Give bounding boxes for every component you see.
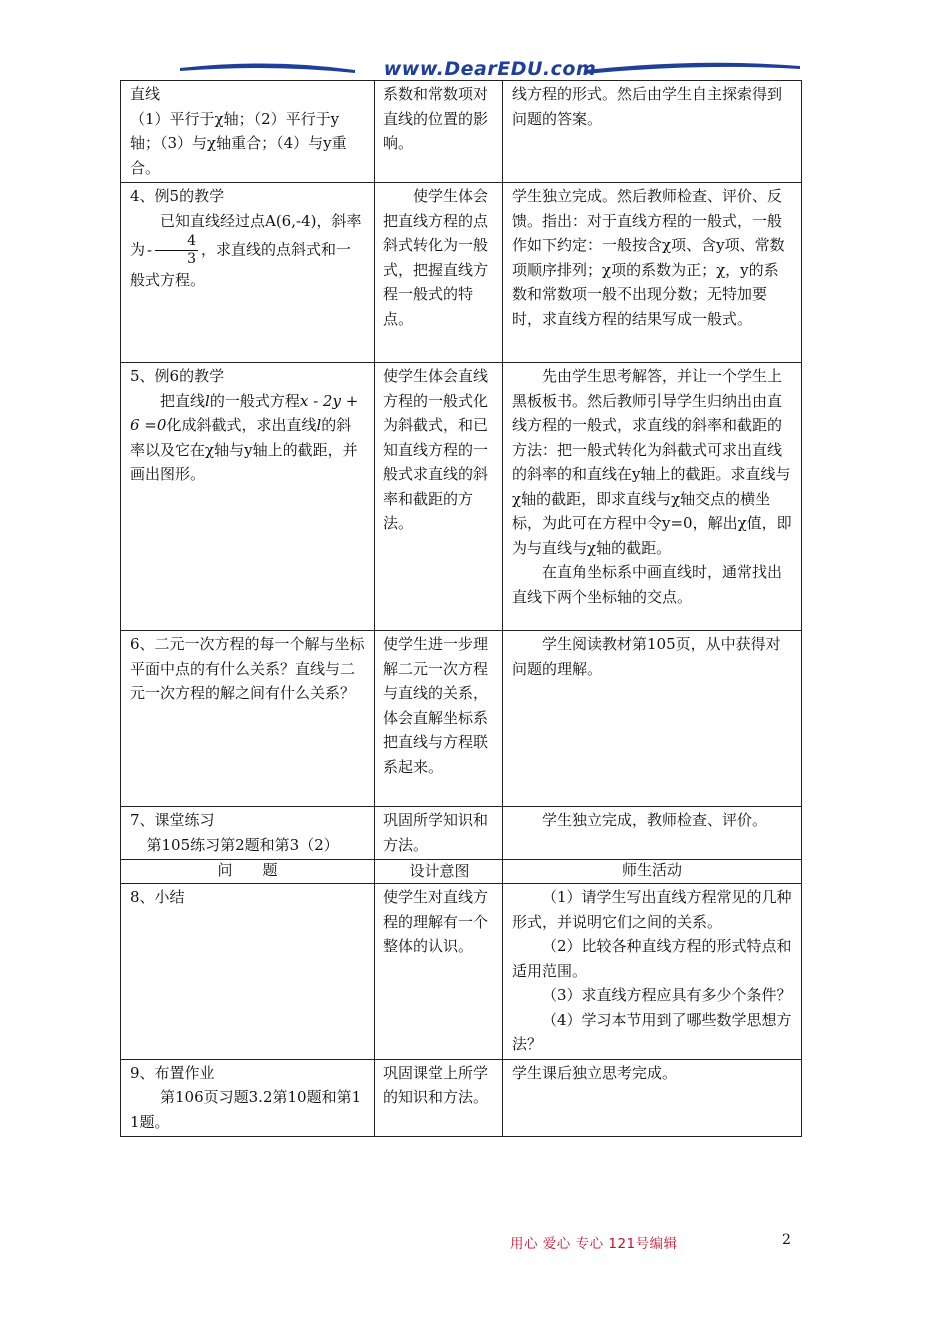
page-number: 2: [782, 1232, 791, 1248]
question-body: 已知直线经过点A(6,-4)，斜率为 - $\frac{4}{3}$ ，求直线的点斜式和一般式方程。: [130, 211, 362, 289]
activity-item: （2）比较各种直线方程的形式特点和适用范围。: [512, 937, 792, 980]
question-cell: [121, 183, 375, 363]
activity-cell: 学生阅读教材第105页，从中获得对问题的理解。: [503, 631, 802, 807]
question-title: 7、课堂练习: [130, 811, 215, 829]
question-text: （1）平行于χ轴；（2）平行于y轴；（3）与χ轴重合；（4）与y重合。: [130, 109, 347, 177]
question-cell: [121, 363, 375, 631]
question-cell: [121, 1059, 375, 1137]
table-header-row: [121, 860, 802, 884]
activity-item: （3）求直线方程应具有多少个条件？: [542, 986, 792, 1004]
footer-slogan: 用心 爱心 专心 121号编辑: [510, 1236, 678, 1252]
activity-cell: [503, 363, 802, 631]
column-header-question: 问 题: [121, 860, 375, 884]
table-row: [121, 183, 802, 363]
column-header-activity: 师生活动: [503, 860, 802, 884]
activity-item: （1）请学生写出直线方程常见的几种形式，并说明它们之间的关系。: [512, 888, 792, 931]
table-row: [121, 363, 802, 631]
design-intent-cell: 巩固课堂上所学的知识和方法。: [375, 1059, 503, 1137]
table-row: [121, 631, 802, 807]
table-row: [121, 807, 802, 860]
question-title: 4、例5的教学: [130, 187, 225, 205]
activity-cell: 学生独立完成。然后教师检查、评价、反馈。指出：对于直线方程的一般式，一般作如下约定：一般按含χ项、含y项、常数项顺序排列；χ项的系数为正；χ，y的系数和常数项一般不出现分数；无特加要时，求直线方程的结果写成一般式。: [503, 183, 802, 363]
question-cell: [121, 807, 375, 860]
question-body: 第105练习第2题和第3（2）: [146, 835, 339, 854]
activity-cell: 学生独立完成，教师检查、评价。: [503, 807, 802, 860]
activity-paragraph: 在直角坐标系中画直线时，通常找出直线下两个坐标轴的交点。: [512, 563, 783, 606]
question-body: 把直线l的一般式方程x - 2y + 6 =0化成斜截式，求出直线l的斜率以及它在χ轴与y轴上的截距，并画出图形。: [130, 391, 359, 483]
design-intent-cell: 使学生体会直线方程的一般式化为斜截式，和已知直线方程的一般式求直线的斜率和截距的方法。: [375, 363, 503, 631]
design-intent-cell: 巩固所学知识和方法。: [375, 807, 503, 860]
equation: x - 2y + 6 =0: [130, 391, 359, 434]
question-title: 9、布置作业: [130, 1063, 215, 1082]
design-intent-cell: 使学生对直线方程的理解有一个整体的认识。: [375, 884, 503, 1060]
design-intent-cell: 使学生进一步理解二元一次方程与直线的关系，体会直解坐标系把直线与方程联系起来。: [375, 631, 503, 807]
activity-cell: 线方程的形式。然后由学生自主探索得到问题的答案。: [503, 81, 802, 183]
table-row: [121, 884, 802, 1060]
column-header-design: 设计意图: [375, 860, 503, 884]
question-cell: 8、小结: [121, 884, 375, 1060]
table-row: [121, 1059, 802, 1137]
design-intent-cell: 系数和常数项对直线的位置的影响。: [375, 81, 503, 183]
question-body: 第106页习题3.2第10题和第11题。: [130, 1088, 362, 1131]
table-row: [121, 81, 802, 183]
activity-cell: 学生课后独立思考完成。: [503, 1059, 802, 1137]
site-url[interactable]: www.DearEDU.com: [383, 58, 597, 80]
activity-cell: [503, 884, 802, 1060]
design-intent-cell: 使学生体会把直线方程的点斜式转化为一般式，把握直线方程一般式的特点。: [375, 183, 503, 363]
lesson-plan-table: [120, 80, 802, 1137]
fraction-sign: -: [147, 240, 153, 259]
activity-item: （4）学习本节用到了哪些数学思想方法？: [512, 1010, 792, 1053]
activity-paragraph: 先由学生思考解答，并让一个学生上黑板板书。然后教师引导学生归纳出由直线方程的一般式，求直线的斜率和截距的方法：把一般式转化为斜截式可求出直线的斜率的和直线在y轴上的截距。求直线与χ轴的截距，即求直线与χ轴交点的横坐标，为此可在方程中令y=0，解出χ值，即为与直线与χ轴的截距。: [512, 367, 792, 557]
fraction: $\frac{4}{3}$: [155, 233, 198, 268]
question-text: 直线: [130, 85, 161, 103]
question-cell: [121, 81, 375, 183]
question-title: 5、例6的教学: [130, 367, 225, 385]
question-cell: 6、二元一次方程的每一个解与坐标平面中点的有什么关系？直线与二元一次方程的解之间有什么关系？: [121, 631, 375, 807]
